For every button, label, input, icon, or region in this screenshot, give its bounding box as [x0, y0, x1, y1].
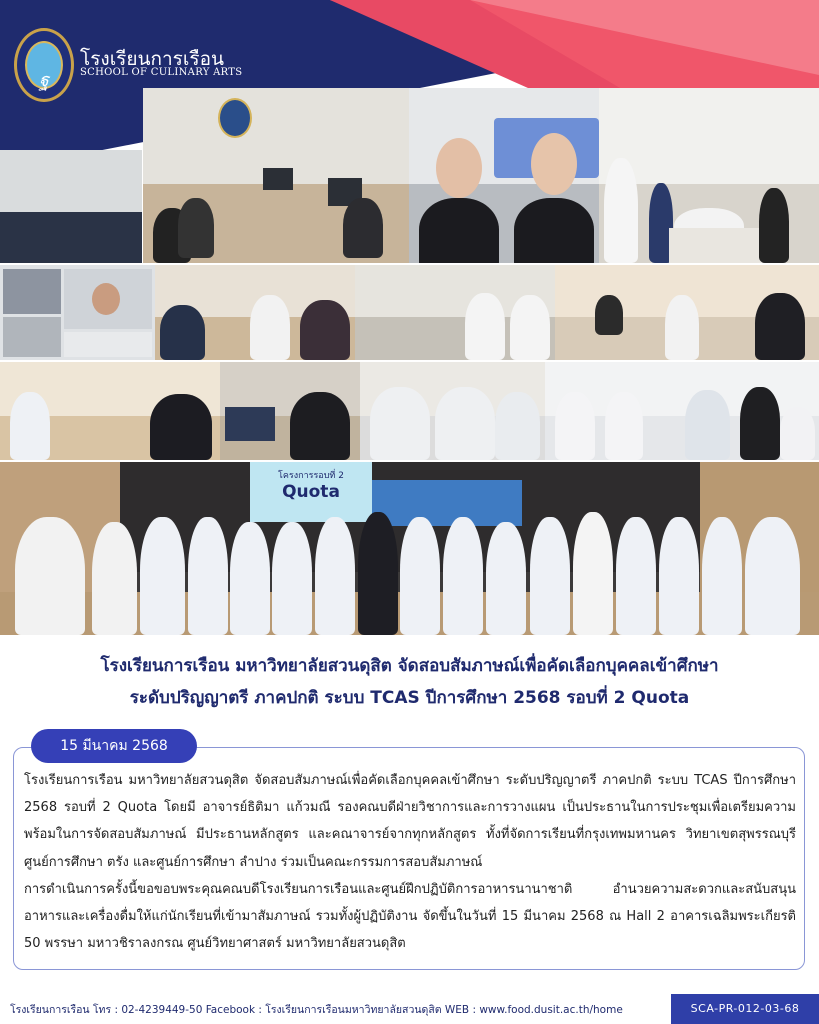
school-name-english: SCHOOL OF CULINARY ARTS — [80, 67, 243, 78]
photo-two-students-seated — [409, 88, 599, 263]
banner-text: Quota — [282, 482, 340, 502]
quota-banner — [250, 462, 372, 522]
article-body — [24, 767, 796, 957]
article-paragraph-2: การดำเนินการครั้งนี้ขอขอบพระคุณคณบดีโรงเรียนการเรือนและศูนย์ฝึกปฏิบัติการอาหารนานาชาติ อำนวยความสะดวกและสนับสนุนอาหารและเครื่องดื่มให้แก่นักเรียนที่เข้ามาสัมภาษณ์ รวมทั้งผู้ปฏิบัติงาน จัดขึ้นในวันที่ 15 มีนาคม 2568 ณ Hall 2 อาคารเฉลิมพระเกียรติ 50 พรรษา มหาวชิราลงกรณ ศูนย์วิทยาศาสตร์ มหาวิทยาลัยสวนดุสิต — [24, 881, 796, 952]
article-paragraph-1: โรงเรียนการเรือน มหาวิทยาลัยสวนดุสิต จัดสอบสัมภาษณ์เพื่อคัดเลือกบุคคลเข้าศึกษา ระดับปริญญาตรี ภาคปกติ ระบบ TCAS ปีการศึกษา 2568 รอบที่ 2 Quota โดยมี อาจารย์ธิติมา แก้วมณี รองคณบดีฝ่ายวิชาการและการวางแผน เป็นประธานในการประชุมเพื่อเตรียมความพร้อมในการจัดสอบสัมภาษณ์ มีประธานหลักสูตร และคณาจารย์จากทุกหลักสูตร ทั้งที่จัดการเรียนที่กรุงเทพมหานคร วิทยาเขตสุพรรณบุรี ศูนย์การศึกษา ตรัง และศูนย์การศึกษา ลำปาง ร่วมเป็นคณะกรรมการสอบสัมภาษณ์ — [24, 773, 796, 870]
document-code: SCA-PR-012-03-68 — [671, 994, 819, 1024]
photo-hall-tables — [555, 265, 819, 360]
photo-interview-table — [155, 265, 355, 360]
article-title-line1: โรงเรียนการเรือน มหาวิทยาลัยสวนดุสิต จัดสอบสัมภาษณ์เพื่อคัดเลือกบุคคลเข้าศึกษา — [100, 656, 719, 676]
school-name-thai: โรงเรียนการเรือน — [80, 48, 224, 70]
photo-student-interview — [355, 265, 555, 360]
photo-group — [0, 462, 819, 635]
photo-computer-lab — [143, 88, 409, 263]
article-title-line2: ระดับปริญญาตรี ภาคปกติ ระบบ TCAS ปีการศึกษา 2568 รอบที่ 2 Quota — [129, 688, 690, 708]
photo-registration-desk — [599, 88, 819, 263]
university-seal-icon: ฐ — [14, 28, 74, 102]
footer — [0, 994, 819, 1024]
photo-students-smiling — [360, 362, 545, 460]
article-date: 15 มีนาคม 2568 — [31, 729, 197, 763]
banner-subtext: โครงการรอบที่ 2 — [278, 471, 344, 481]
photo-laptop-interview — [220, 362, 360, 460]
photo-interviewer-portrait — [0, 150, 142, 263]
photo-teacher-desk — [0, 362, 220, 460]
photo-document-check — [545, 362, 819, 460]
footer-contact: โรงเรียนการเรือน โทร : 02-4239449-50 Facebook : โรงเรียนการเรือนมหาวิทยาลัยสวนดุสิต WEB : www.food.dusit.ac.th/home — [10, 1004, 623, 1016]
photo-video-call-screen — [0, 265, 155, 360]
